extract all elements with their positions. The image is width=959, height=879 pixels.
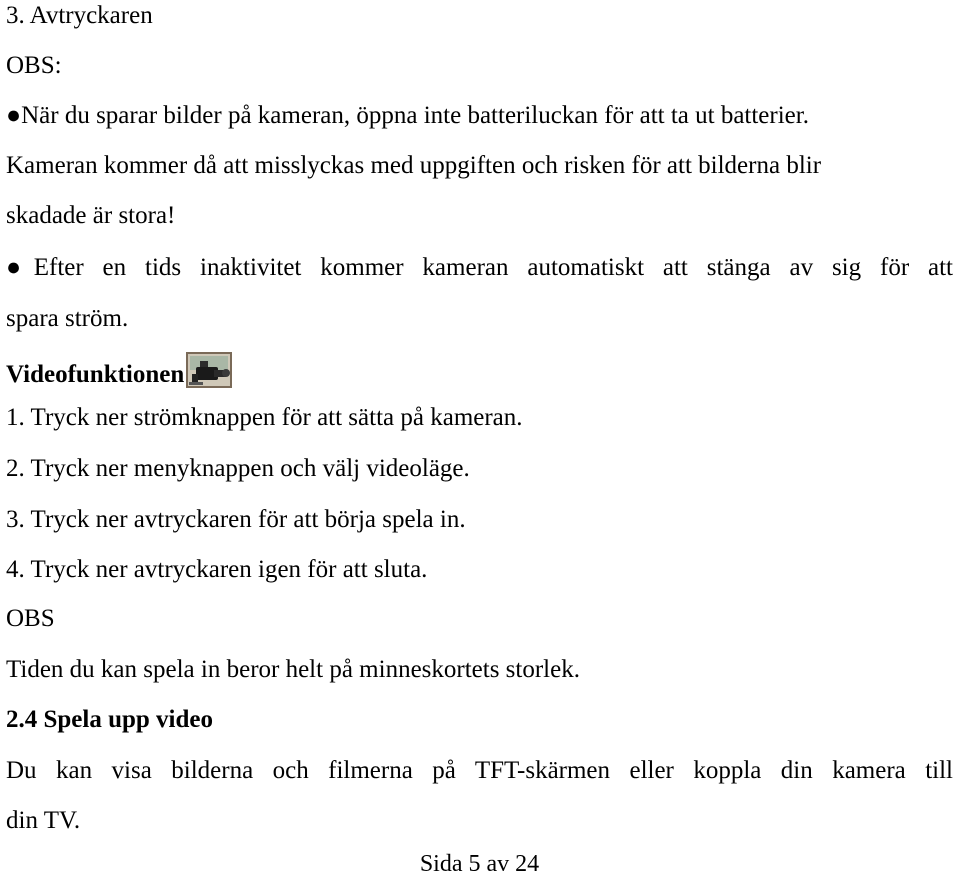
note-text: Tiden du kan spela in beror helt på minneskortets storlek. xyxy=(6,656,580,683)
video-heading-row xyxy=(6,352,232,390)
step-3: 3. Tryck ner avtryckaren för att börja spela in. xyxy=(6,506,466,533)
step-1: 1. Tryck ner strömknappen för att sätta på kameran. xyxy=(6,404,523,431)
bullet-2-line-2: spara ström. xyxy=(6,305,129,332)
page-number: Sida 5 av 24 xyxy=(419,851,540,877)
step-2: 2. Tryck ner menyknappen och välj videoläge. xyxy=(6,455,470,482)
section-heading: 3. Avtryckaren xyxy=(6,2,153,29)
bullet-2-line-1: ●Efter en tids inaktivitet kommer kameran automatiskt att stänga av sig för att xyxy=(6,254,953,281)
playback-line-2: din TV. xyxy=(6,807,81,834)
bullet-1-line-3: skadade är stora! xyxy=(6,202,176,229)
video-camera-icon xyxy=(186,352,232,388)
video-heading: Videofunktionen xyxy=(6,361,185,388)
bullet-1-line-1: ●När du sparar bilder på kameran, öppna inte batteriluckan för att ta ut batterier. xyxy=(6,102,809,129)
playback-heading: 2.4 Spela upp video xyxy=(6,706,214,733)
note-label: OBS: xyxy=(6,52,62,79)
bullet-1-line-2: Kameran kommer då att misslyckas med uppgiften och risken för att bilderna blir xyxy=(6,152,822,179)
step-4: 4. Tryck ner avtryckaren igen för att sluta. xyxy=(6,556,428,583)
note-label-2: OBS xyxy=(6,605,55,632)
playback-line-1: Du kan visa bilderna och filmerna på TFT-skärmen eller koppla din kamera till xyxy=(6,757,953,784)
